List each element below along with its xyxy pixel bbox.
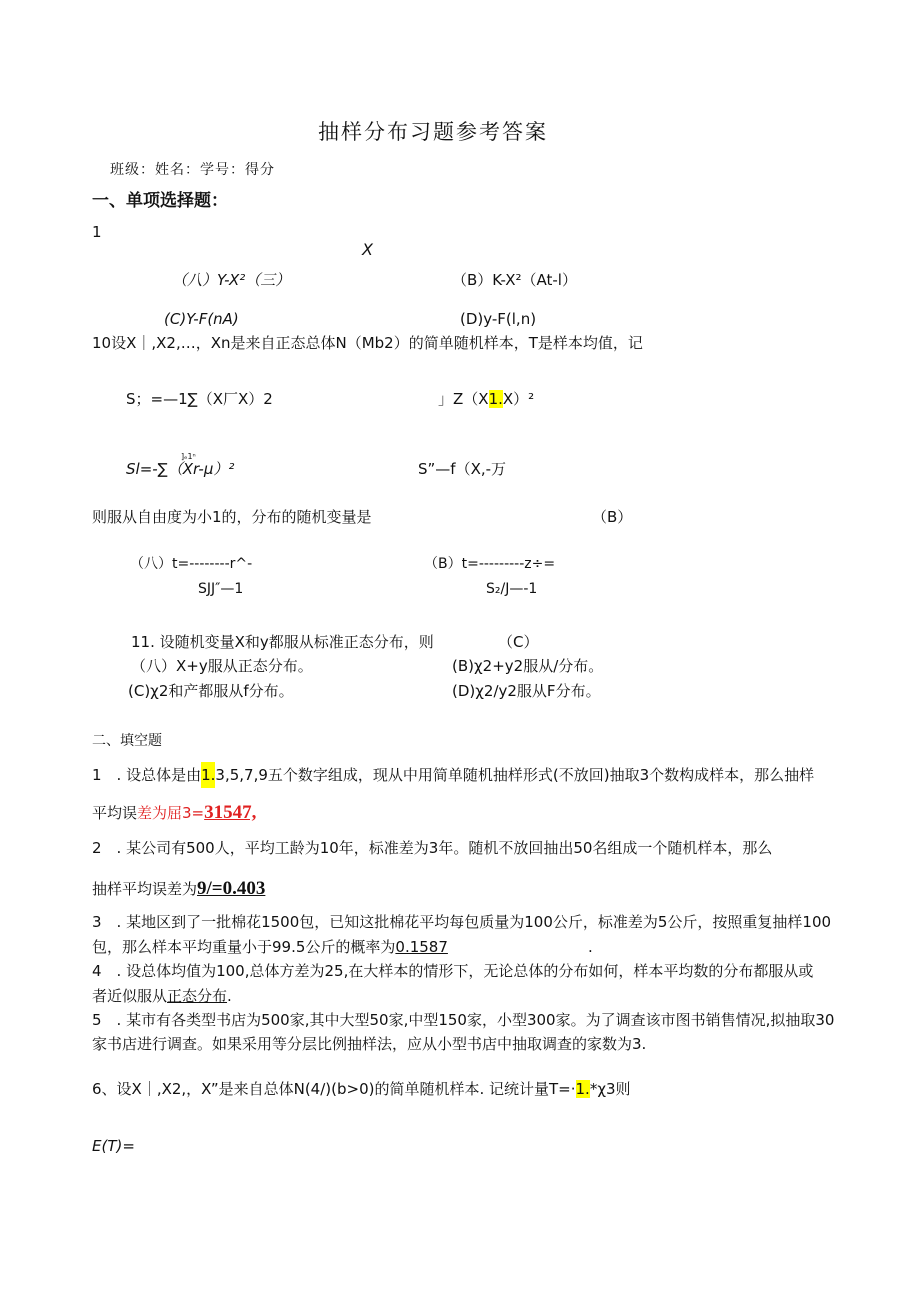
section2-heading: 二、填空题 [92,733,162,749]
fill-q3-line1: 3 . 某地区到了一批棉花1500包，已知这批棉花平均每包质量为100公斤，标准差为5公斤，按照重复抽样100 [92,913,832,931]
fill-q3-period: . [588,938,593,956]
fill-q1-answer: 31547, [204,802,257,823]
q11-stem: 11. 设随机变量X和y都服从标准正态分布，则 [131,633,434,651]
page-title: 抽样分布习题参考答案 [318,120,548,144]
q11-option-a: （八）X+y服从正态分布。 [131,657,313,675]
fill-q3-line2: 包，那么样本平均重量小于99.5公斤的概率为0.1587 [92,938,448,956]
q11-option-b: (B)χ2+y2服从/分布。 [452,657,604,675]
q10-stem: 10设X｜,X2,…，Xn是来自正态总体N（Mb2）的简单随机样本，T是样本均值，记 [92,334,643,352]
q10-formula-s4: S”—f（X,-万 [418,460,507,478]
q1-option-b: （B）K-X²（At-l） [452,271,577,289]
q1-option-c: (C)Y-F(nA) [164,310,239,328]
q10-option-b-line1: （B）t=---------z÷= [424,556,556,572]
highlight-mark: 1. [575,1080,590,1098]
q10-line2: 则服从自由度为小1的，分布的随机变量是 [92,508,372,526]
q11-option-d: (D)χ2∕y2服从F分布。 [452,682,601,700]
q1-number: 1 [92,223,102,241]
q1-option-d: (D)y-F(l,n) [460,310,537,328]
fill-q6-expectation: E(T)= [92,1137,135,1155]
q10-option-a-line1: （八）t=--------r^- [130,556,253,572]
q10-formula-s3: Sl=-∑（Xr-μ）² [126,460,235,478]
q1-option-a: （八）Y-X²（三） [172,271,291,289]
header-info: 班级：姓名：学号：得分 [110,162,275,178]
fill-q2-line2: 抽样平均误差为9/=0.403 [92,878,266,899]
fill-q1-line1: 1 . 设总体是由1.3,5,7,9五个数字组成，现从中用简单随机抽样形式(不放回)抽取3个数构成样本，那么抽样 [92,767,814,784]
red-annotation: 差为屈3= [137,804,205,822]
q10-option-b-line2: S₂/J—-1 [486,581,538,597]
fill-q6-line1: 6、设X｜,X2,，X”是来自总体N(4∕)(b>0)的简单随机样本. 记统计量T=·1.*χ3则 [92,1080,631,1098]
fill-q2-answer: 9/=0.403 [197,878,266,899]
q10-formula-s1: S；=—1∑（X厂X）2 [126,390,273,408]
fill-q5-line1: 5 . 某市有各类型书店为500家,其中大型50家,中型150家，小型300家。为了调查该市图书销售情况,拟抽取30 [92,1011,835,1029]
q10-answer: （B） [592,508,633,526]
fill-q5-line2: 家书店进行调查。如果采用等分层比例抽样法，应从小型书店中抽取调查的家数为3. [92,1035,647,1053]
q11-option-c: (C)χ2和产都服从f分布。 [128,682,294,700]
fill-q4-line2: 者近似服从正态分布. [92,987,232,1005]
highlight-mark: 1. [488,390,503,408]
fill-q4-answer: 正态分布 [167,987,228,1005]
section1-heading: 一、单项选择题： [92,191,228,211]
fill-q4-line1: 4 . 设总体均值为100,总体方差为25,在大样本的情形下，无论总体的分布如何，样本平均数的分布都服从或 [92,962,814,980]
q10-formula-s2: 」Z（X1.X）² [438,390,535,408]
fill-q3-answer: 0.1587 [395,938,448,956]
fill-q1-line2: 平均误差为屈3=31547, [92,802,257,823]
highlight-mark: 1. [201,762,215,788]
q10-formula-s3-index: ]ₑ1ⁿ [181,452,196,461]
q1-stray-x: X [362,240,373,259]
fill-q2-line1: 2 . 某公司有500人，平均工龄为10年，标准差为3年。随机不放回抽出50名组成一个随机样本，那么 [92,839,773,857]
q10-option-a-line2: SJJ″—1 [198,581,244,597]
q11-answer: （C） [498,633,539,651]
